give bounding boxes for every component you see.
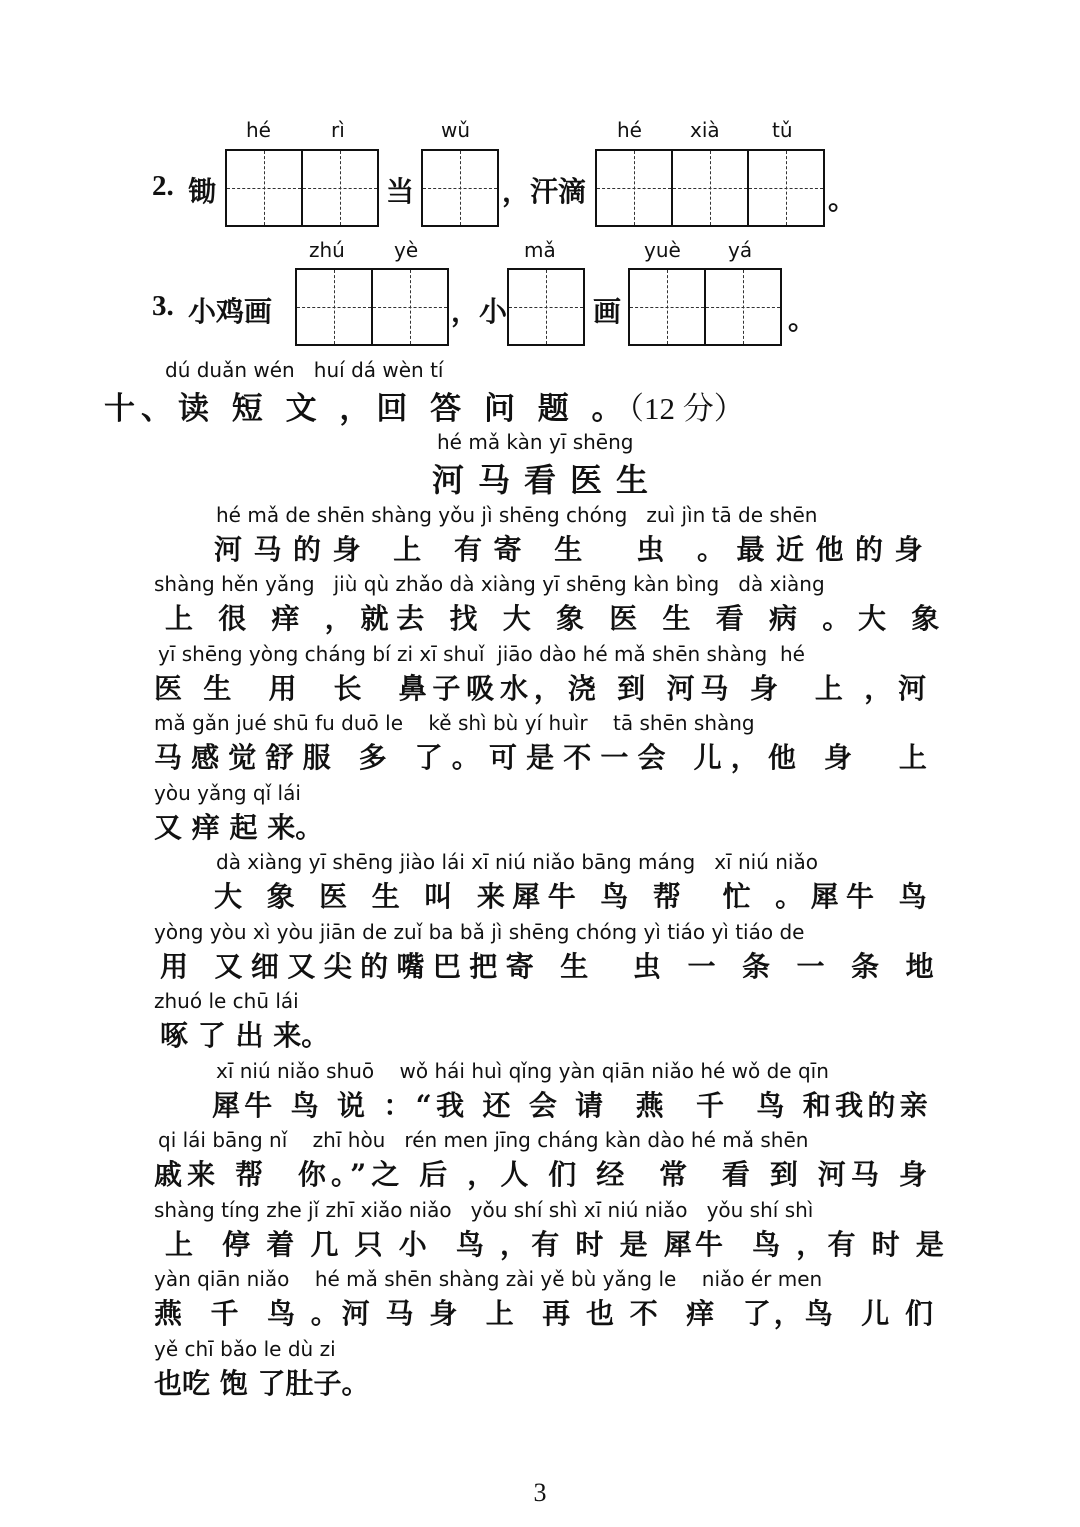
story-line-text: 河马的身 上 有寄 生 虫 。最近他的身 [214,533,934,566]
q2-pinyin-he2: hé [617,118,642,142]
q3-pinyin-zhu: zhú [309,238,345,262]
q3-pinyin-ya: yá [728,238,753,262]
q2-answer-grid-1[interactable] [225,149,379,227]
q3-pinyin-yue: yuè [644,238,681,262]
story-line-text: 又 痒 起 来。 [154,811,324,844]
section-score: （12 分） [628,391,745,426]
q2-pinyin-tu: tǔ [772,118,793,142]
story-line-text: 戚来 帮 你。”之 后 ，人 们 经 常 看 到 河马 身 [154,1158,932,1191]
story-line-text: 用 又细又尖的嘴巴把寄 生 虫 一 条 一 条 地 [160,950,942,983]
q2-pinyin-ri: rì [331,118,345,142]
story-line-text: 医 生 用 长 鼻子吸水，浇 到 河马 身 上 ，河 [154,672,932,705]
story-line-pinyin: yòng yòu xì yòu jiān de zuǐ ba bǎ jì shēng chóng yì tiáo yì tiáo de [154,920,805,944]
q2-pinyin-he: hé [246,118,271,142]
story-line-text: 犀牛 鸟 说 ：“我 还 会 请 燕 千 鸟 和我的亲 [212,1089,932,1122]
writing-cell[interactable] [671,149,749,227]
q3-text-mid: ，小 [451,295,508,328]
story-line-pinyin: hé mǎ de shēn shàng yǒu jì shēng chóng zuì jìn tā de shēn [216,503,818,527]
story-line-text: 上 停 着 几 只 小 鸟 ，有 时 是 犀牛 鸟 ，有 时 是 [165,1228,947,1261]
q3-text-mid2: 画 [593,295,622,328]
story-line-pinyin: yàn qiān niǎo hé mǎ shēn shàng zài yě bù yǎng le niǎo ér men [154,1267,823,1291]
writing-cell[interactable] [628,268,706,346]
writing-cell[interactable] [747,149,825,227]
writing-cell[interactable] [371,268,449,346]
story-line-pinyin: yòu yǎng qǐ lái [154,781,301,805]
page-number: 3 [533,1478,547,1507]
story-line-pinyin: dà xiàng yī shēng jiào lái xī niú niǎo bāng máng xī niú niǎo [216,850,818,874]
question-number-3: 3. [152,290,174,322]
q2-answer-grid-3[interactable] [595,149,825,227]
writing-cell[interactable] [421,149,499,227]
writing-cell[interactable] [704,268,782,346]
section-pinyin: dú duǎn wén huí dá wèn tí [165,358,444,382]
q3-pinyin-ye: yè [394,238,419,262]
story-line-pinyin: shàng hěn yǎng jiù qù zhǎo dà xiàng yī shēng kàn bìng dà xiàng [154,572,825,596]
story-title-pinyin: hé mǎ kàn yī shēng [437,430,634,454]
q2-text-mid: 当 [386,175,415,208]
question-number-2: 2. [152,170,174,202]
section-heading-label: 十、读 短 文 ，回 答 问 题 。 [104,391,629,427]
q2-text-post: ，汗滴 [502,175,587,208]
q3-pinyin-ma: mǎ [524,238,556,262]
q3-text-pre: 小鸡画 [188,295,273,328]
q2-pinyin-xia: xià [690,118,720,142]
story-line-pinyin: yě chī bǎo le dù zi [154,1337,336,1361]
story-line-text: 燕 千 鸟 。河 马 身 上 再 也 不 痒 了，鸟 儿 们 [154,1297,936,1330]
q3-answer-grid-1[interactable] [295,268,449,346]
q3-answer-grid-2[interactable] [507,268,585,346]
story-line-pinyin: shàng tíng zhe jǐ zhī xiǎo niǎo yǒu shí shì xī niú niǎo yǒu shí shì [154,1198,814,1222]
writing-cell[interactable] [507,268,585,346]
q3-answer-grid-3[interactable] [628,268,782,346]
q2-text-pre: 锄 [188,175,217,208]
writing-cell[interactable] [301,149,379,227]
section-heading [104,383,745,428]
story-line-text: 马感觉舒服 多 了。可是不一会 儿，他 身 上 [154,741,936,774]
story-title: 河马看医生 [432,461,663,499]
story-line-text: 啄 了 出 来。 [160,1019,330,1052]
story-line-text: 上 很 痒 ，就去 找 大 象 医 生 看 病 。大 象 [165,602,947,635]
story-line-pinyin: zhuó le chū lái [154,989,299,1013]
q3-text-end: 。 [788,303,817,336]
story-line-pinyin: xī niú niǎo shuō wǒ hái huì qǐng yàn qiān niǎo hé wǒ de qīn [216,1059,829,1083]
writing-cell[interactable] [595,149,673,227]
story-line-pinyin: yī shēng yòng cháng bí zi xī shuǐ jiāo dào hé mǎ shēn shàng hé [158,642,805,666]
writing-cell[interactable] [225,149,303,227]
story-line-text: 也吃 饱 了肚子。 [154,1367,370,1400]
story-line-pinyin: qi lái bāng nǐ zhī hòu rén men jīng cháng kàn dào hé mǎ shēn [158,1128,809,1152]
story-line-text: 大 象 医 生 叫 来犀牛 鸟 帮 忙 。犀牛 鸟 [214,880,934,913]
q2-pinyin-wu: wǔ [441,118,471,142]
q2-text-end: 。 [828,183,857,216]
story-line-pinyin: mǎ gǎn jué shū fu duō le kě shì bù yí huìr tā shēn shàng [154,711,755,735]
q2-answer-grid-2[interactable] [421,149,499,227]
writing-cell[interactable] [295,268,373,346]
